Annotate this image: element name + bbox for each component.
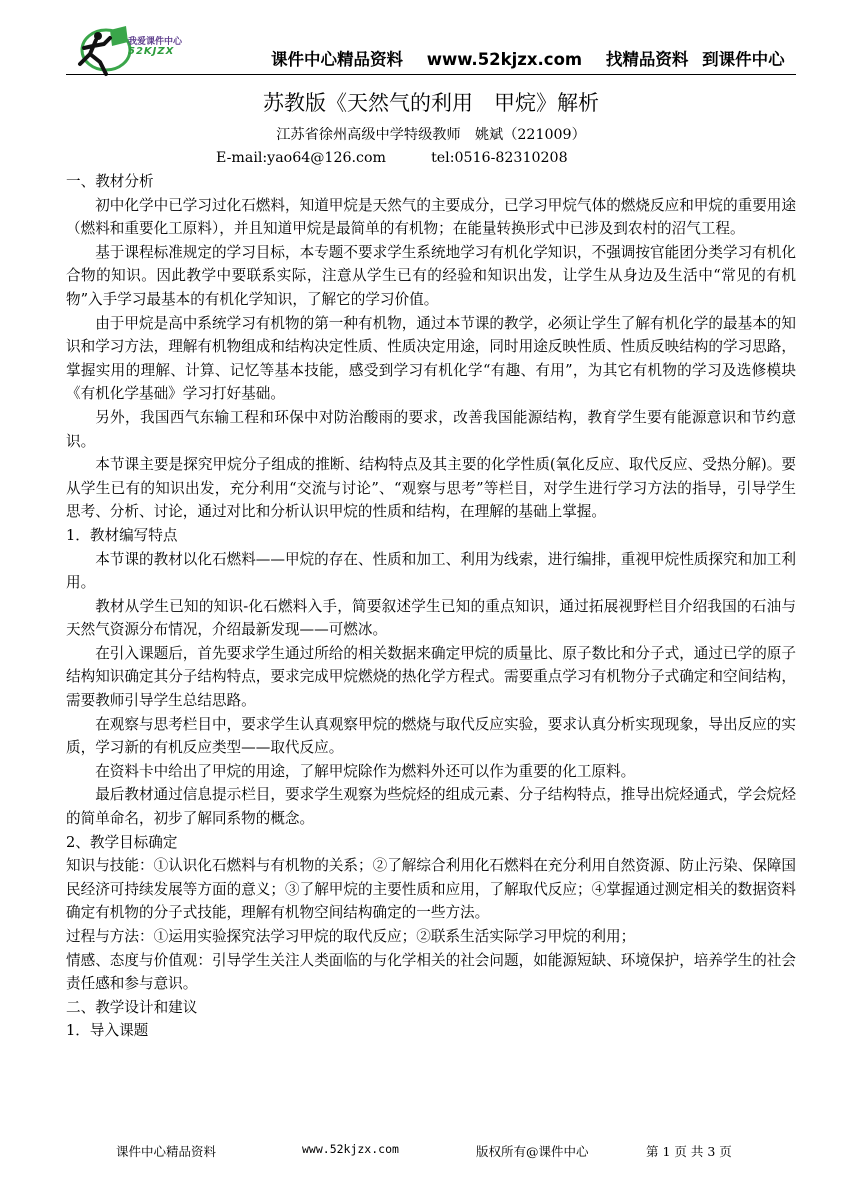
header-divider	[66, 74, 796, 75]
section-heading: 2、教学目标确定	[66, 833, 178, 851]
paragraph: 在资料卡中给出了甲烷的用途，了解甲烷除作为燃料外还可以作为重要的化工原料。	[95, 762, 636, 780]
paragraph: 最后教材通过信息提示栏目，要求学生观察为些烷烃的组成元素、分子结构特点，推导出烷烃通式，学会烷烃的简单命名，初步了解同系物的概念。	[66, 786, 796, 828]
footer-left-text: 课件中心精品资料	[116, 1144, 217, 1159]
document-title: 苏教版《天然气的利用 甲烷》解析	[263, 91, 599, 115]
header-url-link[interactable]: www.52kjzx.com	[426, 50, 583, 69]
document-author: 江苏省徐州高级中学特级教师 姚斌（221009）	[276, 127, 586, 143]
paragraph: 过程与方法：①运用实验探究法学习甲烷的取代反应；②联系生活实际学习甲烷的利用；	[66, 928, 636, 945]
paragraph: 在引入课题后，首先要求学生通过所给的相关数据来确定甲烷的质量比、原子数比和分子式，通过已学的原子结构知识确定其分子结构特点，要求完成甲烷燃烧的热化学方程式。需要重点学习有机物分子式确定和空间结构，需要教师引导学生总结思路。	[66, 644, 796, 710]
section-heading: 一、教材分析	[66, 173, 154, 190]
header-slogan	[271, 46, 785, 70]
paragraph: 在观察与思考栏目中，要求学生认真观察甲烷的燃烧与取代反应实验，要求认真分析实现现象，导出反应的实质，学习新的有机反应类型——取代反应。	[66, 715, 796, 757]
logo-text-bottom: 52KJZX	[128, 46, 175, 57]
section-heading: 1．教材编写特点	[66, 526, 178, 544]
footer-url[interactable]: www.52kjzx.com	[302, 1142, 399, 1156]
header-text-2: 找精品资料	[605, 50, 689, 69]
paragraph: 基于课程标准规定的学习目标，本专题不要求学生系统地学习有机化学知识，不强调按官能团分类学习有机化合物的知识。因此教学中要联系实际，注意从学生已有的经验和知识出发，让学生从身边及生活中“常见的有机物”入手学习最基本的有机化学知识，了解它的学习价值。	[66, 243, 796, 308]
site-logo	[66, 24, 266, 78]
paragraph: 另外，我国西气东输工程和环保中对防治酸雨的要求，改善我国能源结构，教育学生要有能源意识和节约意识。	[66, 408, 796, 450]
paragraph: 由于甲烷是高中系统学习有机物的第一种有机物，通过本节课的教学，必须让学生了解有机化学的最基本的知识和学习方法，理解有机物组成和结构决定性质、性质决定用途，同时用途反映性质、性质反映结构的学习思路，掌握实用的理解、计算、记忆等基本技能，感受到学习有机化学“有趣、有用”，为其它有机物的学习及选修模块《有机化学基础》学习打好基础。	[66, 314, 796, 403]
document-contact: E-mail:yao64@126.com tel:0516-82310208	[216, 150, 568, 166]
paragraph: 本节课主要是探究甲烷分子组成的推断、结构特点及其主要的化学性质(氧化反应、取代反应、受热分解)。要从学生已有的知识出发，充分利用“交流与讨论”、“观察与思考”等栏目，对学生进行学习方法的指导，引导学生思考、分析、讨论，通过对比和分析认识甲烷的性质和结构，在理解的基础上掌握。	[66, 456, 796, 521]
paragraph: 初中化学中已学习过化石燃料，知道甲烷是天然气的主要成分，已学习甲烷气体的燃烧反应和甲烷的重要用途（燃料和重要化工原料），并且知道甲烷是最简单的有机物；在能量转换形式中已涉及到农村的沼气工程。	[66, 196, 796, 238]
paragraph: 知识与技能：①认识化石燃料与有机物的关系；②了解综合利用化石燃料在充分利用自然资源、防止污染、保障国民经济可持续发展等方面的意义；③了解甲烷的主要性质和应用，了解取代反应；④掌握通过测定相关的数据资料确定有机物的分子式技能，理解有机物空间结构确定的一些方法。	[66, 857, 796, 922]
footer-copyright: 版权所有@课件中心	[476, 1144, 589, 1159]
header-text-1: 课件中心精品资料	[271, 50, 403, 69]
logo-text-top: 我爱课件中心	[128, 37, 183, 47]
document-sections	[66, 170, 796, 1043]
paragraph: 本节课的教材以化石燃料——甲烷的存在、性质和加工、利用为线索，进行编排，重视甲烷性质探究和加工利用。	[66, 550, 796, 592]
header-text-3: 到课件中心	[702, 50, 785, 69]
page-header	[66, 24, 796, 78]
paragraph: 教材从学生已知的知识-化石燃料入手，简要叙述学生已知的重点知识，通过拓展视野栏目介绍我国的石油与天然气资源分布情况，介绍最新发现——可燃冰。	[66, 597, 796, 639]
footer-page-number: 第 1 页 共 3 页	[646, 1144, 732, 1159]
document-body	[66, 88, 796, 1043]
section-heading: 二、教学设计和建议	[66, 998, 198, 1016]
paragraph: 情感、态度与价值观：引导学生关注人类面临的与化学相关的社会问题，如能源短缺、环境保护，培养学生的社会责任感和参与意识。	[66, 951, 796, 993]
section-heading: 1．导入课题	[66, 1022, 149, 1040]
